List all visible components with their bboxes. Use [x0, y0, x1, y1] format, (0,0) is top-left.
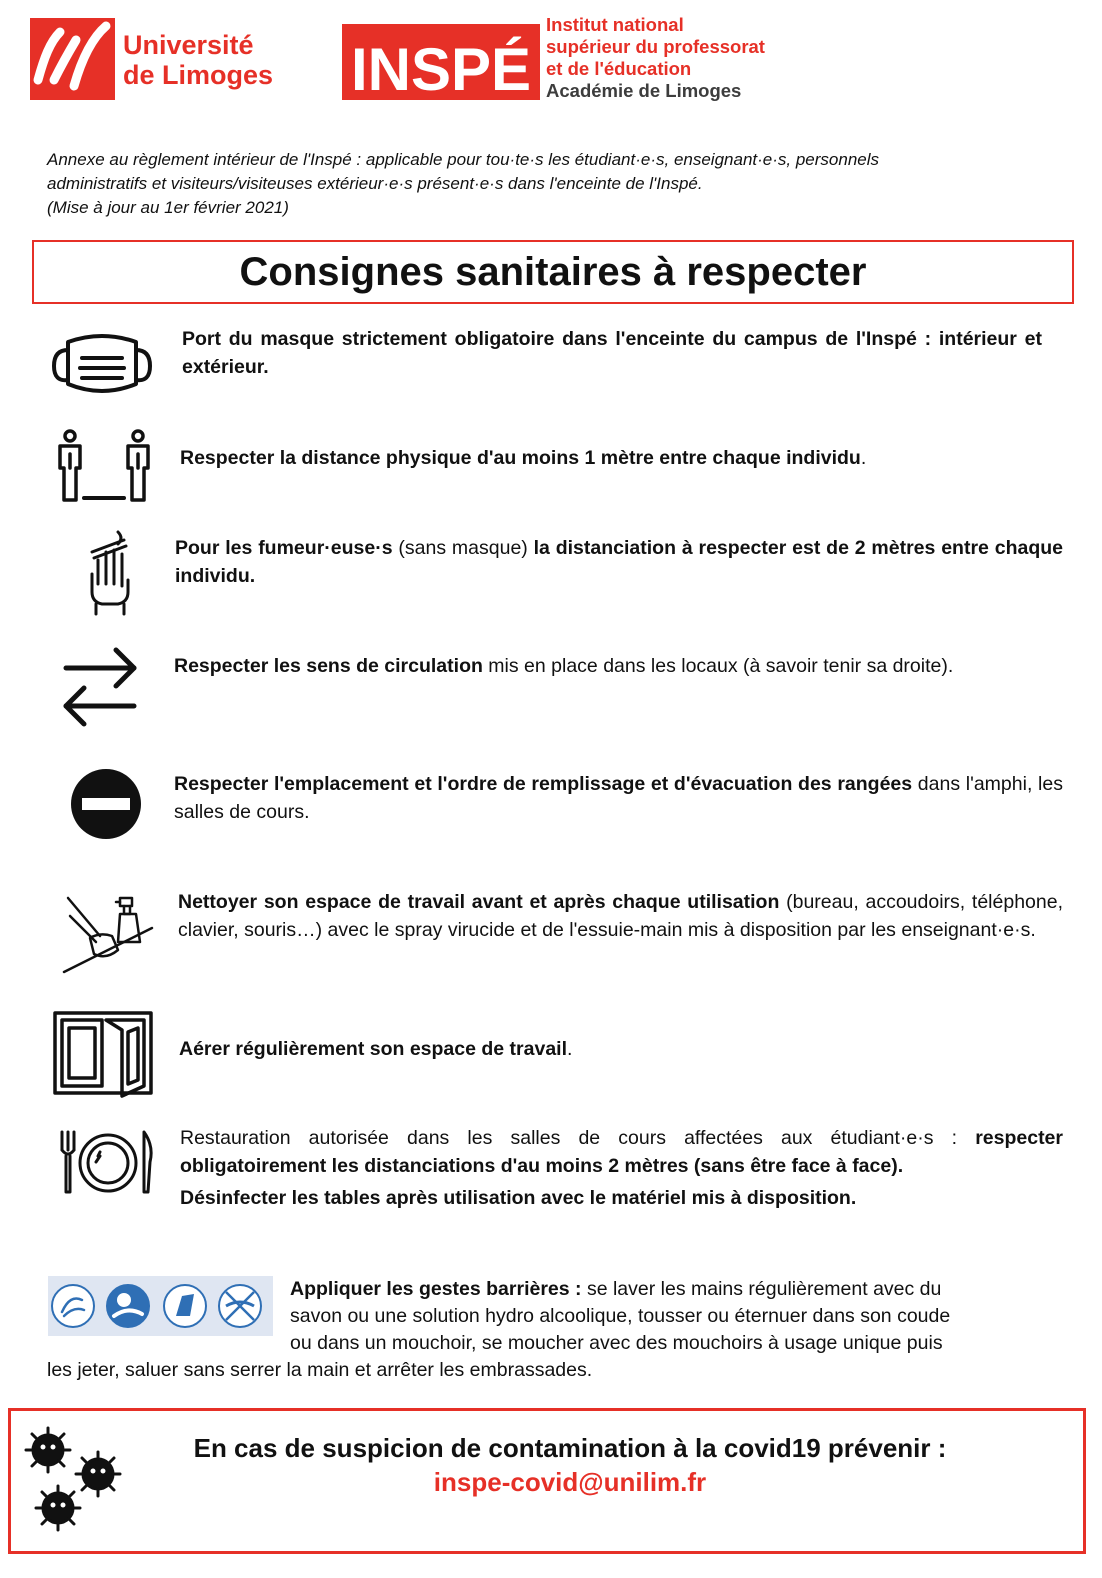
rule-barriers-bold: Appliquer les gestes barrières :: [290, 1278, 582, 1300]
rule-food-line3: Désinfecter les tables après utilisation avec le matériel mis à disposition.: [180, 1187, 857, 1209]
rule-rows: [174, 770, 1063, 826]
rule-barriers-line-4: les jeter, saluer sans serrer la main et arrêter les embrassades.: [47, 1359, 593, 1381]
rule-rows-rest: dans l'amphi, les salles de cours.: [174, 773, 1063, 823]
inspe-line-1: Institut national: [546, 14, 684, 35]
inspe-line-4: Académie de Limoges: [546, 80, 742, 101]
distance-icon: [52, 428, 156, 513]
rule-barriers-line1-rest: se laver les mains régulièrement avec du: [581, 1278, 942, 1300]
rule-distance: [180, 444, 1040, 472]
mask-icon: [50, 330, 154, 407]
rule-distance-rest: .: [860, 447, 867, 469]
annex-line-3: (Mise à jour au 1er février 2021): [47, 198, 289, 217]
rule-clean: [178, 888, 1063, 944]
rule-air-rest: .: [567, 1038, 573, 1060]
university-line-2: de Limoges: [123, 60, 274, 90]
rule-air: [179, 1035, 1039, 1063]
rule-mask: [182, 325, 1042, 381]
rule-smokers-bold1: Pour les fumeur·euse·s: [175, 537, 393, 559]
university-line-1: Université: [123, 30, 254, 60]
virus-icon-3: [36, 1486, 80, 1530]
rule-smokers: [175, 534, 1063, 590]
rule-barriers-line-3: ou dans un mouchoir, se moucher avec des mouchoirs à usage unique puis: [290, 1332, 943, 1354]
rule-barriers: [47, 1276, 1063, 1384]
annex-text: [47, 148, 1067, 220]
rule-mask-text: Port du masque strictement obligatoire dans l'enceinte du campus de l'Inspé : intérieur et extérieur.: [182, 328, 1042, 378]
rule-circulation-rest: mis en place dans les locaux (à savoir tenir sa droite).: [482, 655, 954, 677]
plate-cutlery-icon: [56, 1128, 160, 1203]
rule-barriers-line-1: [47, 1276, 1063, 1303]
virus-icons: [20, 1424, 130, 1549]
inspe-line-2: supérieur du professorat: [546, 36, 765, 57]
rule-food-bold: respecter obligatoirement les distanciations d'au moins 2 mètres (sans être face à face).: [180, 1127, 1063, 1177]
window-icon: [52, 1010, 154, 1103]
alert-email-link[interactable]: inspe-covid@unilim.fr: [433, 1467, 707, 1497]
virus-icon-1: [26, 1428, 70, 1472]
inspe-logo-text: INSPÉ: [350, 36, 532, 100]
universite-limoges-logo: [30, 18, 115, 100]
rule-smokers-bold2: la distanciation à respecter est de 2 mètres entre chaque individu.: [175, 537, 1063, 587]
alert-title: En cas de suspicion de contamination à la covid19 prévenir :: [193, 1433, 947, 1463]
spray-cleaning-icon: [60, 892, 156, 979]
rule-smokers-normal: (sans masque): [392, 537, 534, 559]
rule-barriers-line-2: savon ou une solution hydro alcoolique, tousser ou éternuer dans son coude: [290, 1305, 951, 1327]
inspe-name: [546, 14, 765, 102]
university-name: [123, 30, 273, 90]
rule-rows-bold: Respecter l'emplacement et l'ordre de remplissage et d'évacuation des rangées: [174, 773, 913, 795]
page-title: Consignes sanitaires à respecter: [239, 250, 867, 294]
rule-distance-bold: Respecter la distance physique d'au moins 1 mètre entre chaque individu: [180, 447, 861, 469]
rule-air-bold: Aérer régulièrement son espace de travail: [179, 1038, 568, 1060]
smoking-hand-icon: [84, 530, 136, 621]
rule-food-normal: Restauration autorisée dans les salles de cours affectées aux étudiant·e·s :: [180, 1127, 976, 1149]
rule-circulation: [174, 652, 1063, 680]
rule-circulation-bold: Respecter les sens de circulation: [174, 655, 483, 677]
arrows-exchange-icon: [60, 642, 140, 735]
rule-clean-bold: Nettoyer son espace de travail avant et après chaque utilisation: [178, 891, 780, 913]
inspe-line-3: et de l'éducation: [546, 58, 692, 79]
rule-food: [180, 1124, 1063, 1180]
rule-clean-rest: (bureau, accoudoirs, téléphone, clavier, souris…) avec le spray virucide et de l'essuie-main mis à disposition par les enseignant·e·s.: [178, 891, 1064, 941]
annex-line-2: administratifs et visiteurs/visiteuses extérieur·e·s présent·e·s dans l'enceinte de l'Inspé.: [47, 174, 703, 193]
no-entry-icon: [70, 768, 142, 845]
annex-line-1: Annexe au règlement intérieur de l'Inspé : applicable pour tou·te·s les étudiant·e·s, enseignant·e·s, personnels: [47, 150, 880, 169]
inspe-logo: [342, 24, 540, 100]
virus-icon-2: [76, 1452, 120, 1496]
